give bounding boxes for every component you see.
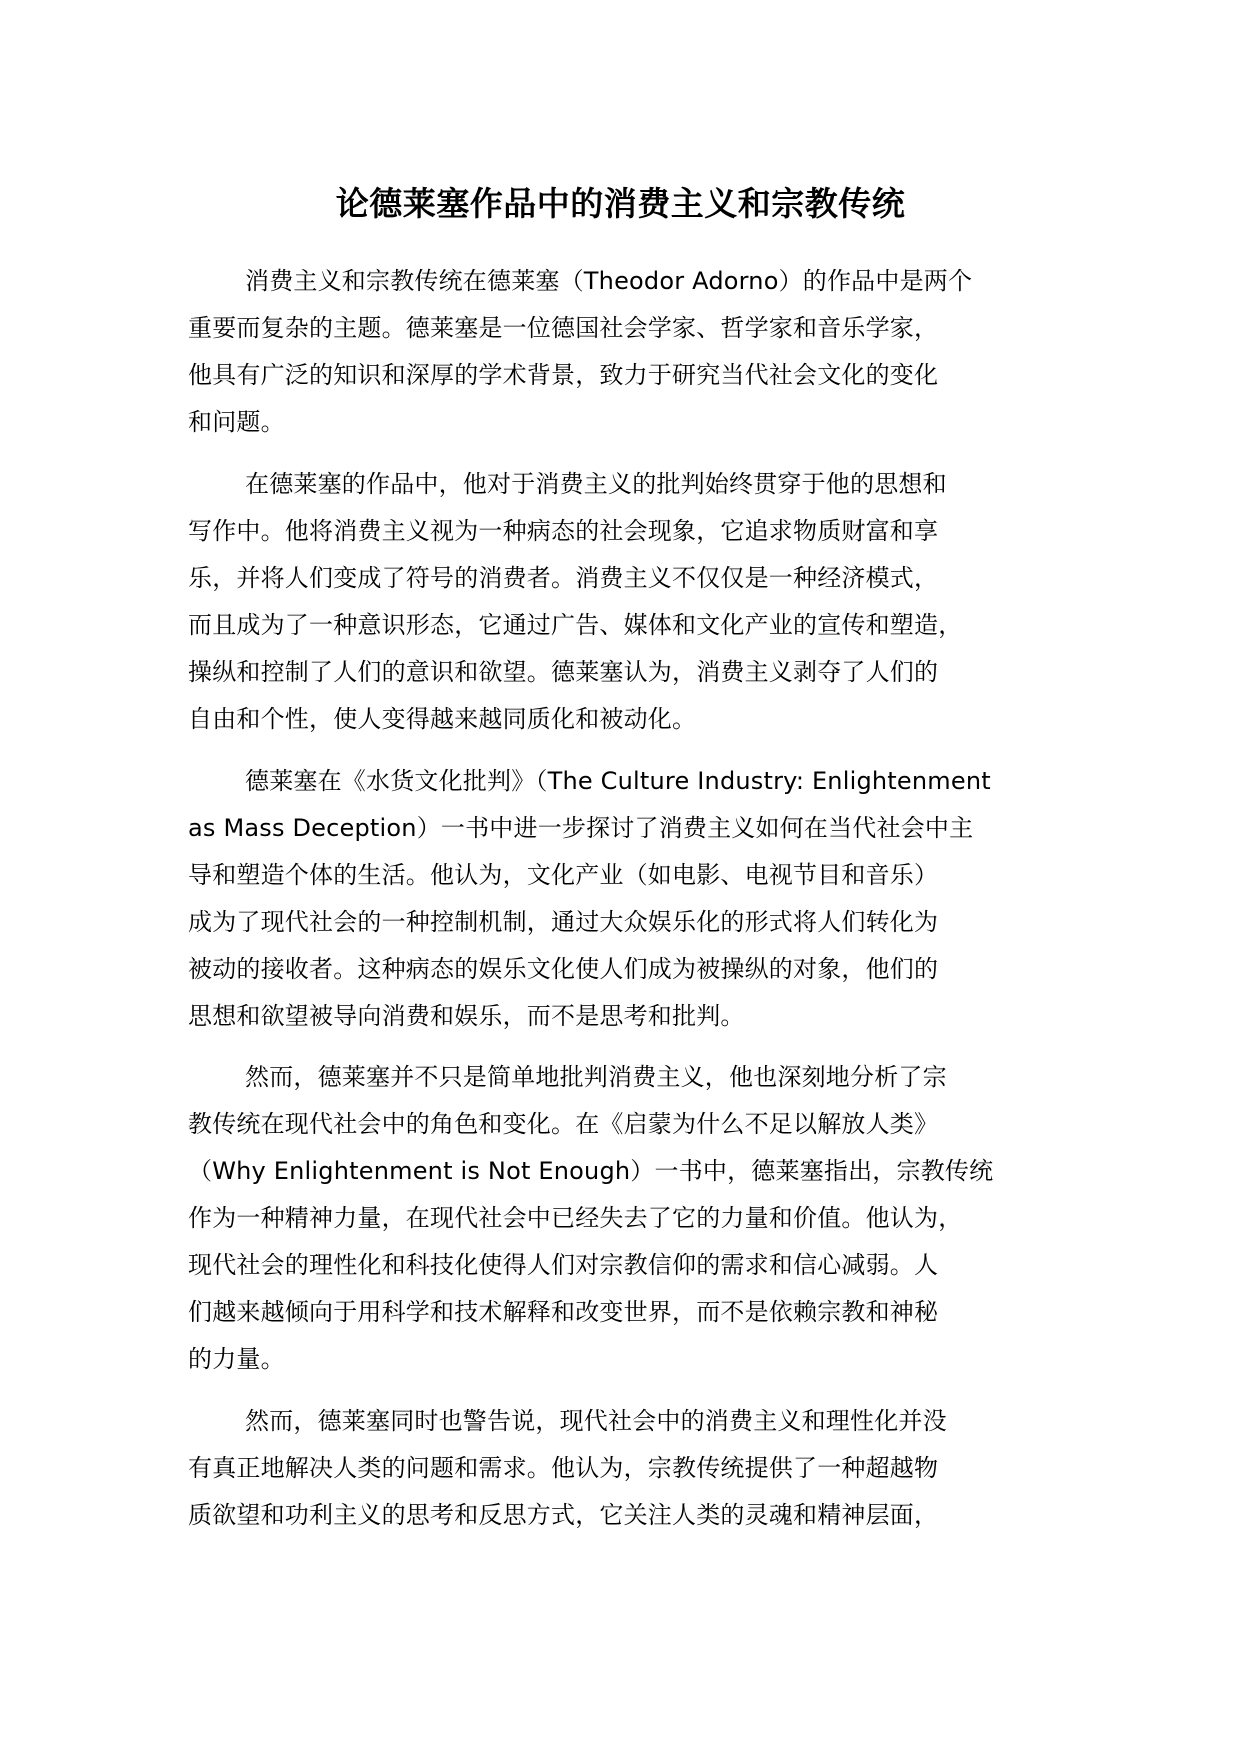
paragraph-line: 成为了现代社会的一种控制机制，通过大众娱乐化的形式将人们转化为 — [188, 908, 939, 936]
paragraph-line: 乐，并将人们变成了符号的消费者。消费主义不仅仅是一种经济模式， — [188, 564, 939, 592]
paragraph-line: 而且成为了一种意识形态，它通过广告、媒体和文化产业的宣传和塑造， — [188, 611, 963, 639]
paragraph-line: 他具有广泛的知识和深厚的学术背景，致力于研究当代社会文化的变化 — [188, 361, 939, 389]
paragraph-4 — [188, 1054, 1088, 1383]
paragraph-line: 写作中。他将消费主义视为一种病态的社会现象，它追求物质财富和享 — [188, 517, 939, 545]
paragraph-line: 在德莱塞的作品中，他对于消费主义的批判始终贯穿于他的思想和 — [245, 470, 947, 498]
paragraph-line: as Mass Deception）一书中进一步探讨了消费主义如何在当代社会中主 — [188, 814, 974, 842]
paragraph-line: 导和塑造个体的生活。他认为，文化产业（如电影、电视节目和音乐） — [188, 861, 939, 889]
paragraph-5 — [188, 1398, 1088, 1539]
paragraph-line: 思想和欲望被导向消费和娱乐，而不是思考和批判。 — [188, 1002, 745, 1030]
paragraph-line: 现代社会的理性化和科技化使得人们对宗教信仰的需求和信心减弱。人 — [188, 1251, 939, 1279]
paragraph-line: 德莱塞在《水货文化批判》（The Culture Industry: Enlightenment — [245, 767, 991, 795]
paragraph-line: 消费主义和宗教传统在德莱塞（Theodor Adorno）的作品中是两个 — [245, 267, 973, 295]
paragraph-line: 然而，德莱塞同时也警告说，现代社会中的消费主义和理性化并没 — [245, 1407, 947, 1435]
paragraph-1 — [188, 258, 1088, 446]
paragraph-line: 有真正地解决人类的问题和需求。他认为，宗教传统提供了一种超越物 — [188, 1454, 939, 1482]
paragraph-line: 教传统在现代社会中的角色和变化。在《启蒙为什么不足以解放人类》 — [188, 1110, 939, 1138]
paragraph-line: 重要而复杂的主题。德莱塞是一位德国社会学家、哲学家和音乐学家， — [188, 314, 939, 342]
paragraph-line: 们越来越倾向于用科学和技术解释和改变世界，而不是依赖宗教和神秘 — [188, 1298, 939, 1326]
paragraph-line: 质欲望和功利主义的思考和反思方式，它关注人类的灵魂和精神层面， — [188, 1501, 939, 1529]
paragraph-line: （Why Enlightenment is Not Enough）一书中，德莱塞指出，宗教传统 — [188, 1157, 994, 1185]
paragraph-line: 操纵和控制了人们的意识和欲望。德莱塞认为，消费主义剥夺了人们的 — [188, 658, 939, 686]
paragraph-line: 被动的接收者。这种病态的娱乐文化使人们成为被操纵的对象，他们的 — [188, 955, 939, 983]
paragraph-line: 作为一种精神力量，在现代社会中已经失去了它的力量和价值。他认为， — [188, 1204, 963, 1232]
paragraph-line: 和问题。 — [188, 408, 285, 436]
document-title: 论德莱塞作品中的消费主义和宗教传统 — [335, 184, 906, 223]
paragraph-2 — [188, 461, 1088, 743]
paragraph-line: 然而，德莱塞并不只是简单地批判消费主义，他也深刻地分析了宗 — [245, 1063, 947, 1091]
paragraph-3 — [188, 758, 1088, 1040]
paragraph-line: 自由和个性，使人变得越来越同质化和被动化。 — [188, 705, 697, 733]
paragraph-line: 的力量。 — [188, 1345, 285, 1373]
